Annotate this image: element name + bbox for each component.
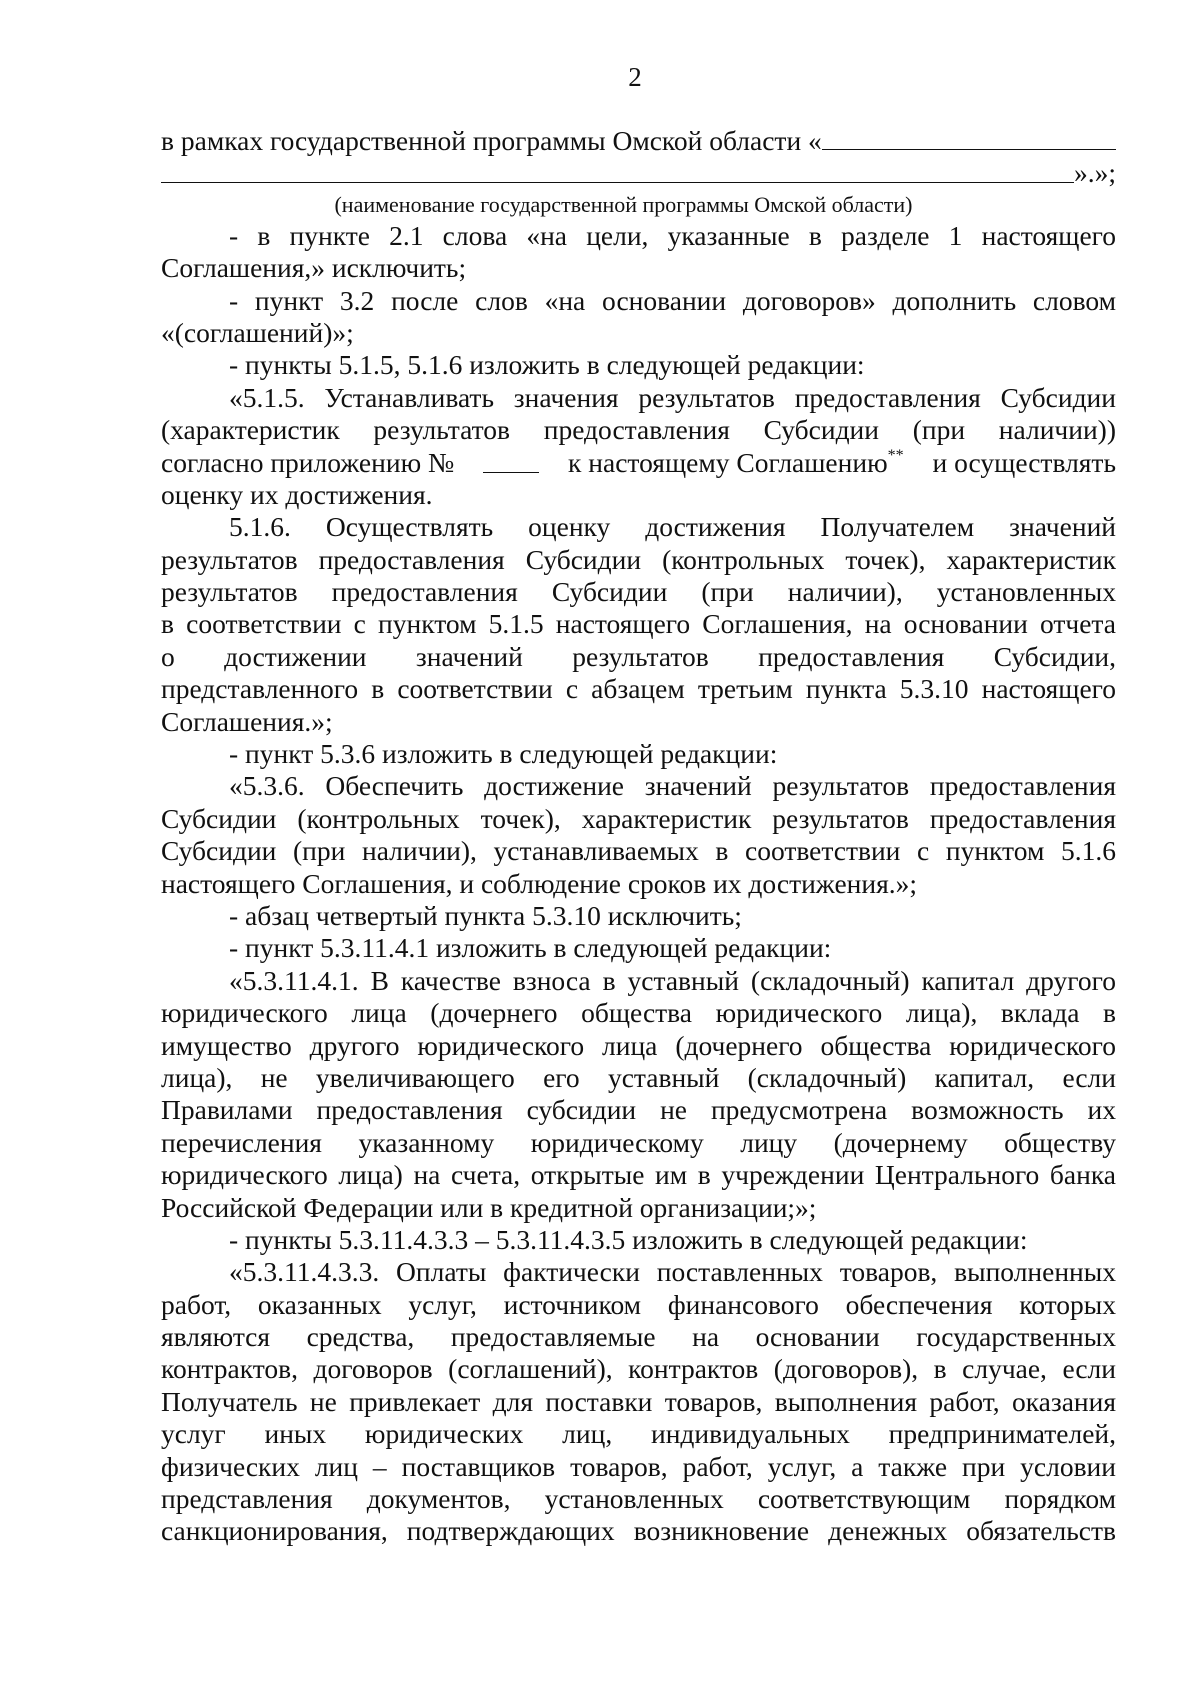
paragraph-line: - пункт 3.2 после слов «на основании договоров» дополнить словом (229, 284, 1116, 316)
paragraph-line: контрактов, договоров (соглашений), контрактов (договоров), в случае, если (161, 1353, 1116, 1385)
page-number: 2 (628, 62, 642, 92)
paragraph-line: «(соглашений)»; (161, 316, 354, 348)
paragraph-line: физических лиц – поставщиков товаров, работ, услуг, а также при условии (161, 1450, 1116, 1482)
footnote-mark: ** (887, 446, 904, 464)
paragraph-line: Субсидии (при наличии), устанавливаемых в соответствии с пунктом 5.1.6 (161, 835, 1116, 867)
program-name-caption: (наименование государственной программы Омской области) (334, 191, 913, 217)
program-line-2 (161, 157, 1116, 189)
paragraph-line: - пункт 5.3.11.4.1 изложить в следующей редакции: (229, 932, 832, 964)
program-line-2-end: ».»; (1073, 157, 1116, 189)
paragraph-line: о достижении значений результатов предоставления Субсидии, (161, 640, 1116, 672)
paragraph-line: «5.3.11.4.3.3. Оплаты фактически поставленных товаров, выполненных (229, 1256, 1116, 1288)
paragraph-line: Соглашения.»; (161, 705, 333, 737)
annex-text-c: и осуществлять (932, 446, 1116, 478)
paragraph-line: настоящего Соглашения, и соблюдение сроков их достижения.»; (161, 867, 917, 899)
paragraph-line: - пункт 5.3.6 изложить в следующей редакции: (229, 738, 778, 770)
program-line-1-text: в рамках государственной программы Омской области « (161, 124, 822, 156)
paragraph-line: Получатель не привлекает для поставки товаров, выполнения работ, оказания (161, 1385, 1116, 1417)
paragraph-line: - в пункте 2.1 слова «на цели, указанные в разделе 1 настоящего (229, 219, 1116, 251)
paragraph-line: результатов предоставления Субсидии (контрольных точек), характеристик (161, 543, 1116, 575)
paragraph-line: Субсидии (контрольных точек), характеристик результатов предоставления (161, 802, 1116, 834)
paragraph-line: являются средства, предоставляемые на основании государственных (161, 1321, 1116, 1353)
annex-number-blank (483, 471, 539, 473)
program-name-blank-2 (161, 182, 1074, 183)
paragraph-line: оценку их достижения. (161, 478, 433, 510)
paragraph-line: услуг иных юридических лиц, индивидуальных предпринимателей, (161, 1418, 1116, 1450)
annex-text-b-wrap (568, 447, 904, 479)
paragraph-line: «5.1.5. Устанавливать значения результатов предоставления Субсидии (229, 381, 1116, 413)
paragraph-line: результатов предоставления Субсидии (при наличии), установленных (161, 576, 1116, 608)
paragraph-line: юридического лица (дочернего общества юридического лица), вклада в (161, 997, 1116, 1029)
paragraph-line: работ, оказанных услуг, источником финансового обеспечения которых (161, 1288, 1116, 1320)
paragraph-line: перечисления указанному юридическому лицу (дочернему обществу (161, 1126, 1116, 1158)
paragraph-line: представления документов, установленных соответствующим порядком (161, 1483, 1116, 1515)
paragraph-line: Соглашения,» исключить; (161, 252, 467, 284)
program-line-1 (161, 125, 1116, 157)
document-body (161, 125, 1116, 1548)
paragraph-line: представленного в соответствии с абзацем третьим пункта 5.3.10 настоящего (161, 673, 1116, 705)
paragraph-line: Правилами предоставления субсидии не предусмотрена возможность их (161, 1094, 1116, 1126)
paragraph-line: юридического лица) на счета, открытые им в учреждении Центрального банка (161, 1159, 1116, 1191)
paragraph-line: - пункты 5.3.11.4.3.3 – 5.3.11.4.3.5 изложить в следующей редакции: (229, 1223, 1028, 1255)
paragraph-line: Российской Федерации или в кредитной организации;»; (161, 1191, 817, 1223)
annex-text-b: к настоящему Соглашению (568, 446, 888, 478)
paragraph-line: имущество другого юридического лица (дочернего общества юридического (161, 1029, 1116, 1061)
paragraph-line: (характеристик результатов предоставления Субсидии (при наличии)) (161, 414, 1116, 446)
paragraph-line-annex (161, 447, 1116, 479)
paragraph-line: - пункты 5.1.5, 5.1.6 изложить в следующей редакции: (229, 349, 865, 381)
paragraph-line: лица), не увеличивающего его уставный (складочный) капитал, если (161, 1061, 1116, 1093)
paragraph-line: «5.3.6. Обеспечить достижение значений результатов предоставления (229, 770, 1116, 802)
annex-text-a: согласно приложению № (161, 446, 455, 478)
program-name-blank-1 (822, 149, 1116, 150)
paragraph-line: «5.3.11.4.1. В качестве взноса в уставный (складочный) капитал другого (229, 964, 1116, 996)
paragraph-line: - абзац четвертый пункта 5.3.10 исключить; (229, 899, 742, 931)
paragraph-line: в соответствии с пунктом 5.1.5 настоящего Соглашения, на основании отчета (161, 608, 1116, 640)
paragraph-line: 5.1.6. Осуществлять оценку достижения Получателем значений (229, 511, 1116, 543)
paragraph-line: санкционирования, подтверждающих возникновение денежных обязательств (161, 1515, 1116, 1547)
